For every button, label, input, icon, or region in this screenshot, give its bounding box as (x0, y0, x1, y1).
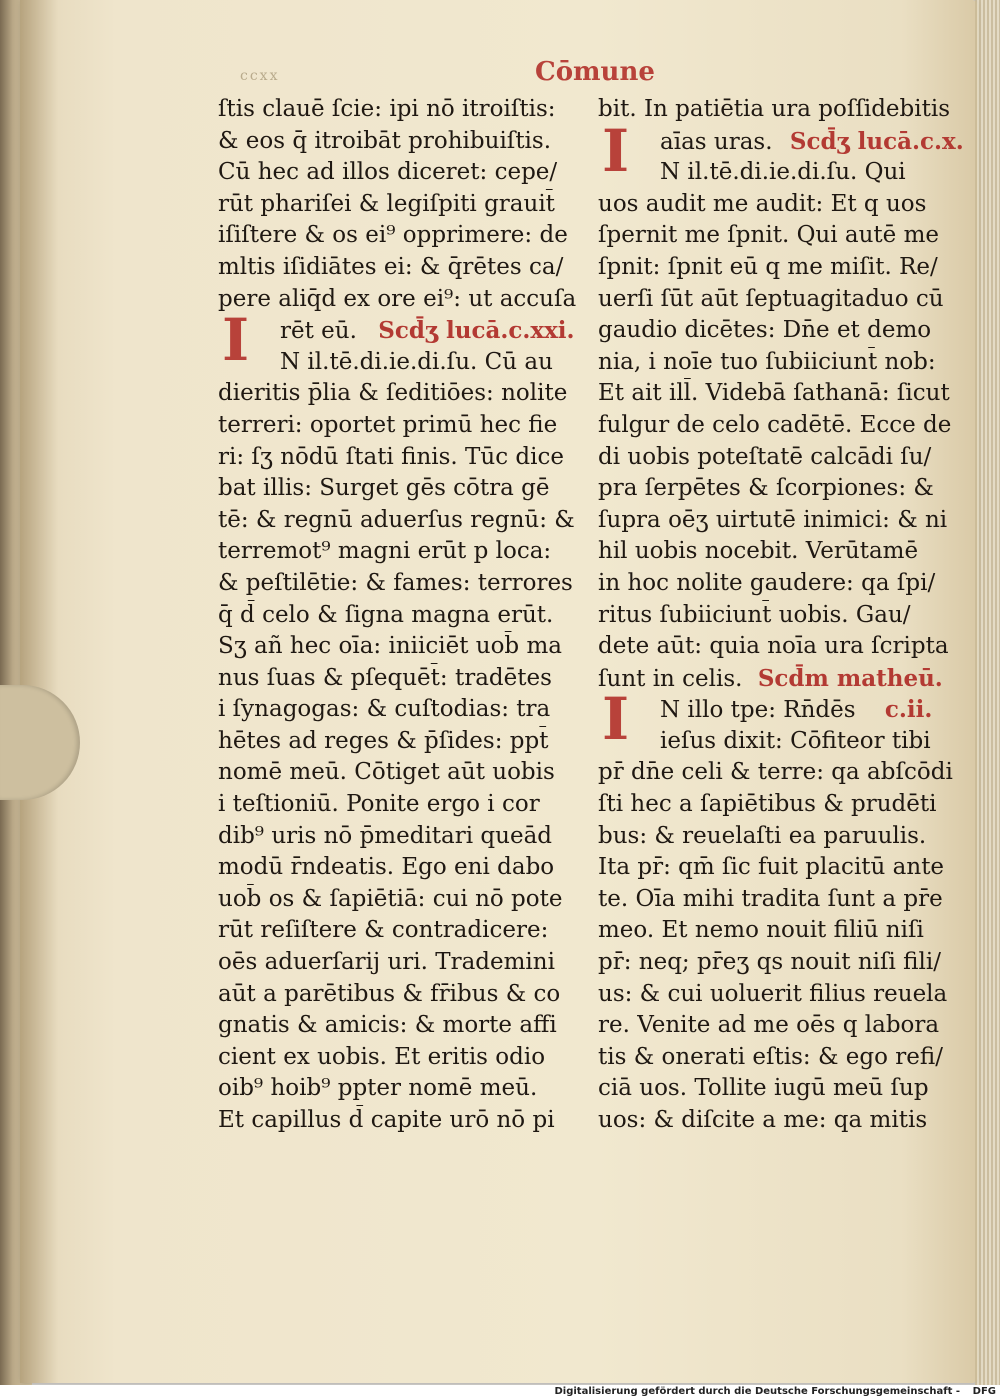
dfg-logo: DFG (972, 1386, 996, 1397)
text-line: nus ſuas & pſequēt̄: tradētes (218, 664, 552, 691)
text-fragment: N illo tpe: Rn̄dēs (660, 697, 856, 724)
text-line: uob̄ os & ſapiētiā: cui nō pote (218, 885, 563, 912)
text-line: Ita pr̄: qm̄ ſic fuit placitū ante (598, 854, 945, 881)
folio-number: ccxx (240, 68, 280, 84)
text-line: in hoc nolite gaudere: qa ſpi/ (598, 569, 936, 596)
decorated-initial: I (222, 306, 250, 375)
text-line: terremot⁹ magni erūt p loca: (218, 538, 552, 565)
text-line: te. Oīa mihi tradita ſunt a pr̄e (598, 885, 943, 912)
decorated-initial: I (602, 685, 630, 754)
text-line: N il.tē.di.ie.di.ſu. Qui (660, 159, 906, 186)
funding-notice: Digitalisierung gefördert durch die Deutsche Forschungsgemeinschaft - (554, 1386, 960, 1397)
text-line: bit. In patiētia ura poſſidebitis (598, 96, 951, 122)
text-line: uos audit me audit: Et q uos (598, 190, 927, 217)
text-line: dib⁹ uris nō p̄meditari queād (218, 822, 553, 849)
text-line: ieſus dixit: Cōfiteor tibi (660, 727, 931, 754)
running-head: Cōmune (535, 57, 655, 87)
text-line: dieritis p̄lia & ſeditiōes: nolite (218, 380, 568, 407)
text-line: pr̄ dn̄e celi & terre: qa abſcōdi (598, 759, 953, 786)
rubric-heading: Scd̄m matheū. (757, 664, 943, 692)
text-line: uerſi ſūt aūt ſeptuagitaduo cū (598, 285, 944, 312)
text-line: iſiſtere & os ei⁹ opprimere: de (218, 222, 568, 249)
text-line: ri: ſʒ nōdū ſtati finis. Tūc dice (218, 443, 564, 470)
text-line: gnatis & amicis: & morte affi (218, 1012, 557, 1039)
text-line: i teſtioniū. Ponite ergo i cor (218, 791, 540, 818)
text-line: cient ex uobis. Et eritis odio (218, 1043, 546, 1070)
text-line: q̄ d̄ celo & ſigna magna erūt. (218, 601, 554, 628)
text-line: oēs aduerſarij uri. Trademini (218, 949, 555, 976)
text-line: ſpnit: ſpnit eū q me miſit. Re/ (598, 253, 938, 280)
text-line: ſti hec a ſapiētibus & prudēti (598, 791, 937, 818)
text-line: rūt phariſei & legiſpiti grauit̄ (218, 190, 555, 217)
text-line: bat illis: Surget gēs cōtra gē (218, 475, 550, 502)
text-line: hil uobis nocebit. Verūtamē (598, 538, 919, 565)
text-line: hētes ad reges & p̄ſides: ppt̄ (218, 727, 549, 754)
text-line: nomē meū. Cōtiget aūt uobis (218, 759, 555, 786)
text-line: us: & cui uoluerit filius reuela (598, 980, 948, 1007)
text-line: ſupra oēʒ uirtutē inimici: & ni (598, 506, 948, 533)
left-text-column (218, 94, 580, 1137)
text-line: Et ait ill̄. Videbā ſathanā: ſicut (598, 380, 950, 407)
text-line: uos: & diſcite a me: qa mitis (598, 1107, 928, 1133)
text-line: & eos q̄ itroibāt prohibuiſtis. (218, 127, 552, 154)
page-fore-edge (975, 0, 1000, 1385)
text-line-with-rubric (598, 663, 960, 695)
text-line: i ſynagogas: & cuſtodias: tra (218, 696, 551, 723)
text-line: ciā uos. Tollite iugū meū ſup (598, 1075, 929, 1102)
text-line: tis & onerati eſtis: & ego refi/ (598, 1043, 943, 1070)
text-line: pere aliq̄d ex ore ei⁹: ut accuſa (218, 285, 577, 312)
rubric-heading: Scd̄ʒ lucā.c.x. (789, 127, 964, 155)
text-line: ritus ſubiiciunt̄ uobis. Gau/ (598, 601, 911, 628)
text-line: N il.tē.di.ie.di.ſu. Cū au (280, 348, 553, 375)
text-line: di uobis poteſtatē calcādi ſu/ (598, 443, 932, 470)
text-line: re. Venite ad me oēs q labora (598, 1012, 940, 1039)
rubric-heading: c.ii. (884, 696, 933, 724)
text-line: modū r̄ndeatis. Ego eni dabo (218, 854, 555, 881)
text-line: dete aūt: quia noīa ura ſcripta (598, 633, 949, 660)
text-line: fulgur de celo cadētē. Ecce de (598, 411, 952, 438)
text-line: ſpernit me ſpnit. Qui autē me (598, 222, 940, 249)
text-line: pr̄: neq; pr̄eʒ qs nouit niſi fili/ (598, 949, 941, 976)
text-line: rūt reſiſtere & contradicere: (218, 917, 549, 944)
text-line: terreri: oportet primū hec fie (218, 411, 558, 438)
text-line: Et capillus d̄ capite urō nō pi (218, 1107, 555, 1133)
right-text-column (598, 94, 964, 1137)
text-line: ſtis clauē ſcie: ipi nō itroiſtis: (218, 96, 556, 122)
text-line: aūt a parētibus & fr̄ibus & co (218, 980, 561, 1007)
decorated-initial: I (602, 116, 630, 185)
text-fragment: ſunt in celis. (598, 665, 743, 692)
rubric-heading: Scd̄ʒ lucā.c.xxi. (378, 317, 575, 345)
text-line: Cū hec ad illos diceret: cepe/ (218, 159, 558, 186)
text-line: meo. Et nemo nouit filiū niſi (598, 917, 924, 944)
text-fragment: aīas uras. (660, 128, 773, 155)
text-line: mltis iſidiātes ei: & q̄rētes ca/ (218, 253, 564, 280)
text-fragment: rēt eū. (280, 318, 357, 345)
text-line: gaudio dicētes: Dn̄e et demo (598, 317, 932, 344)
text-line: Sʒ añ hec oīa: iniiciēt uob̄ ma (218, 633, 562, 660)
text-line: nia, i noīe tuo ſubiiciunt̄ nob: (598, 348, 936, 375)
text-line: tē: & regnū aduerſus regnū: & (218, 506, 575, 533)
text-line: & peſtilētie: & fames: terrores (218, 569, 573, 596)
text-line: oib⁹ hoib⁹ ppter nomē meū. (218, 1075, 538, 1102)
text-line: pra ſerpētes & ſcorpiones: & (598, 475, 934, 502)
text-line: bus: & reuelaſti ea paruulis. (598, 822, 927, 849)
